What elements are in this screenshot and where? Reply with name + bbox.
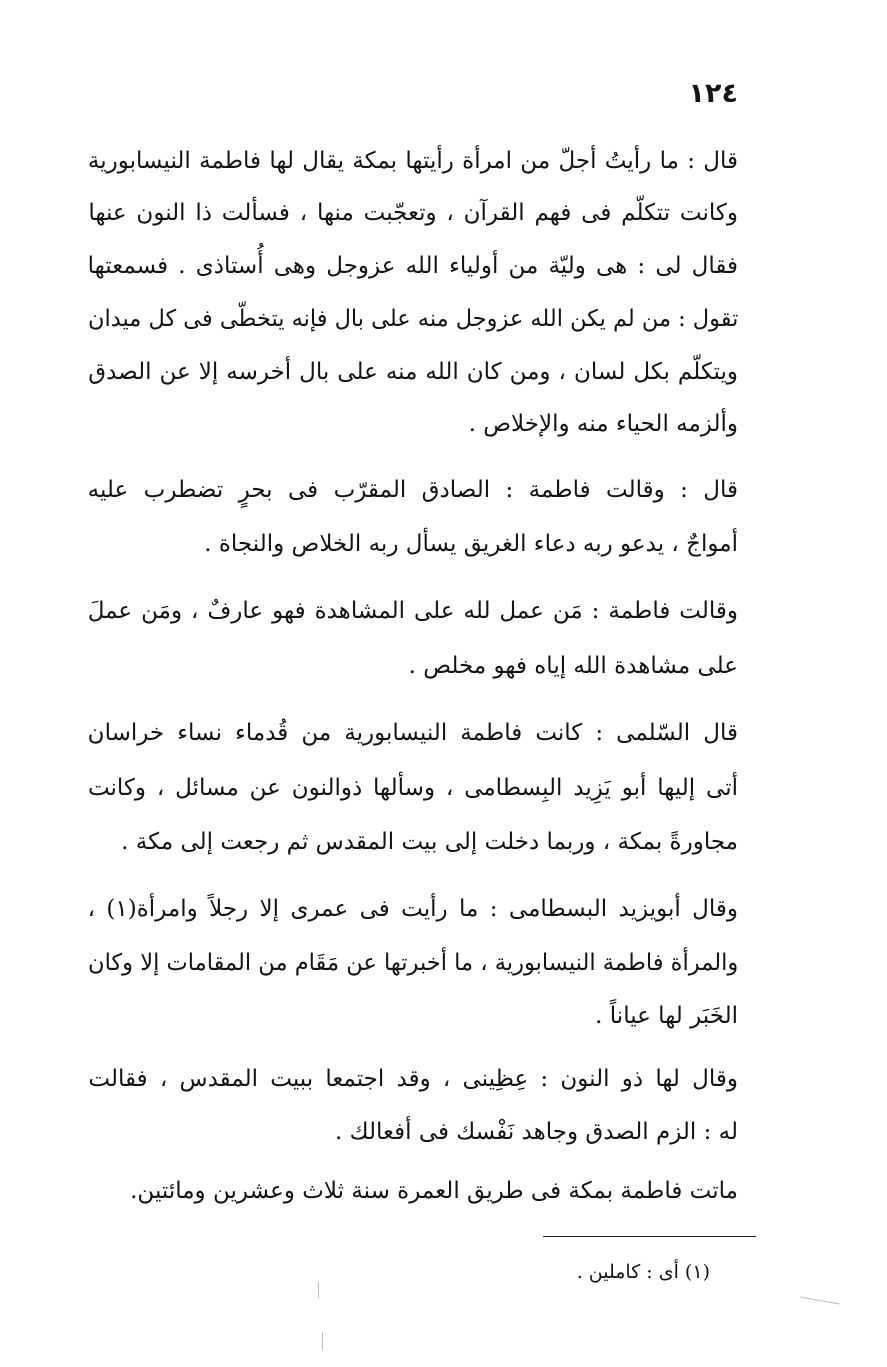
- text-line: أتى إليها أبو يَزِيد البِسطامى ، وسألها ذوالنون عن مسائل ، وكانت: [87, 775, 738, 801]
- page-number: ١٢٤: [688, 78, 738, 109]
- text-line: ماتت فاطمة بمكة فى طريق العمرة سنة ثلاث وعشرين ومائتين.: [130, 1178, 738, 1204]
- scan-artifact: [800, 1297, 840, 1305]
- scan-artifact: [322, 1332, 323, 1350]
- footnote: (١) أى : كاملين .: [576, 1261, 710, 1283]
- text-line: مجاورةً بمكة ، وربما دخلت إلى بيت المقدس ثم رجعت إلى مكة .: [121, 829, 738, 855]
- main-text: [88, 0, 738, 1230]
- text-line: قال : ما رأيتُ أجلّ من امرأة رأيتها بمكة يقال لها فاطمة النيسابورية: [87, 148, 738, 174]
- text-line: وقالت فاطمة : مَن عمل لله على المشاهدة فهو عارفٌ ، ومَن عملَ: [87, 598, 738, 624]
- text-line: وكانت تتكلّم فى فهم القرآن ، وتعجّبت منها ، فسألت ذا النون عنها: [88, 200, 738, 226]
- text-line: وقال لها ذو النون : عِظِينى ، وقد اجتمعا ببيت المقدس ، فقالت: [88, 1066, 738, 1092]
- text-line: قال السّلمى : كانت فاطمة النيسابورية من قُدماء نساء خراسان: [87, 720, 738, 746]
- footnote-divider: [543, 1236, 756, 1237]
- text-line: والمرأة فاطمة النيسابورية ، ما أخبرتها عن مَقَام من المقامات إلا وكان: [87, 950, 738, 976]
- text-line: على مشاهدة الله إياه فهو مخلص .: [408, 653, 738, 679]
- text-line: أمواجٌ ، يدعو ربه دعاء الغريق يسأل ربه الخلاص والنجاة .: [204, 531, 738, 557]
- text-line: الخَبَر لها عياناً .: [595, 1003, 738, 1029]
- text-line: وألزمه الحياء منه والإخلاص .: [468, 411, 738, 437]
- text-line: تقول : من لم يكن الله عزوجل منه على بال فإنه يتخطّى فى كل ميدان: [87, 306, 738, 332]
- scan-artifact: [318, 1282, 319, 1298]
- text-line: فقال لى : هى وليّة من أولياء الله عزوجل وهى أُستاذى . فسمعتها: [87, 253, 738, 279]
- text-line: ويتكلّم بكل لسان ، ومن كان الله منه على بال أخرسه إلا عن الصدق: [88, 359, 738, 385]
- text-line: له : الزم الصدق وجاهد نَفْسك فى أفعالك .: [335, 1119, 738, 1145]
- text-line: وقال أبويزيد البسطامى : ما رأيت فى عمرى إلا رجلاً وامرأة(١) ،: [87, 896, 738, 922]
- text-line: قال : وقالت فاطمة : الصادق المقرّب فى بحرٍ تضطرب عليه: [87, 477, 738, 503]
